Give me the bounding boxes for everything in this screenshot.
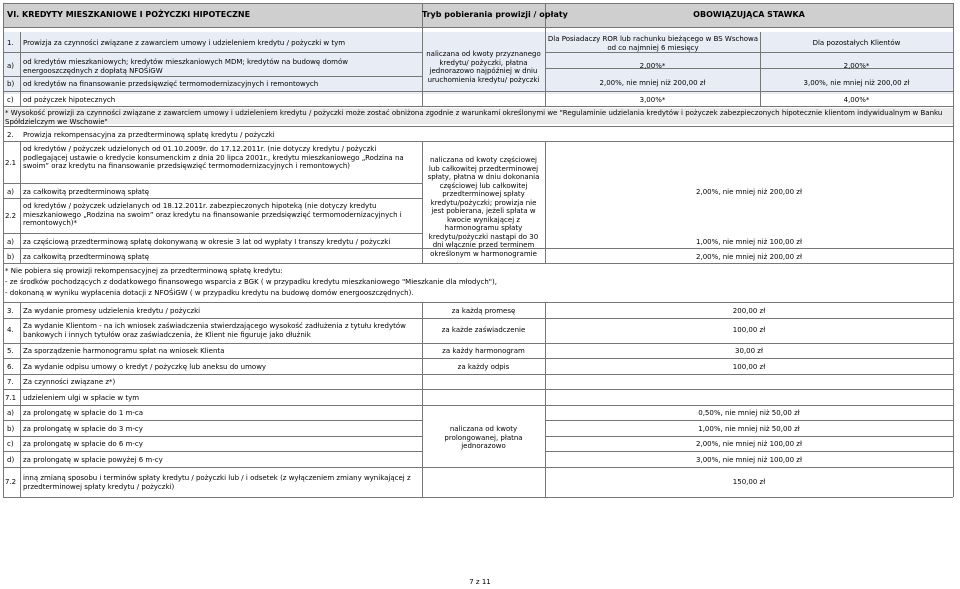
section1-b-ror-rate: 2,00%, nie mniej niż 200,00 zł (599, 79, 706, 87)
table-title: VI. KREDYTY MIESZKANIOWE I POŻYCZKI HIPOTECZNE (7, 10, 251, 19)
section7-item-label: d) (7, 456, 15, 464)
section1-c-ror-rate: 3,00%* (639, 96, 666, 104)
section7-item-text: za prolongatę w spłacie do 1 m-ca (23, 409, 144, 417)
section7-item-rate: 1,00%, nie mniej niż 50,00 zł (698, 425, 800, 433)
section4-mode: za każde zaświadczenie (441, 326, 526, 334)
other-clients-column-header: Dla pozostałych Klientów (812, 39, 901, 47)
section1-c-label: c) (7, 96, 14, 104)
section2-1-a-label: a) (7, 188, 15, 196)
section7-number: 7. (7, 378, 14, 386)
section5-text: Za sporządzenie harmonogramu spłat na wniosek Klienta (23, 347, 225, 355)
section3-text: Za wydanie promesy udzielenia kredytu / pożyczki (23, 307, 201, 315)
section2-1-a-text: za całkowitą przedterminową spłatę (23, 188, 150, 196)
section3-rate: 200,00 zł (732, 307, 766, 315)
section6-text: Za wydanie odpisu umowy o kredyt / pożyczkę lub aneksu do umowy (23, 363, 267, 371)
section5-mode: za każdy harmonogram (442, 347, 525, 355)
section7-item-rate: 0,50%, nie mniej niż 50,00 zł (698, 409, 800, 417)
section7-2-text: inną zmianą sposobu i terminów spłaty kredytu / pożyczki lub / i odsetek (z wyłączeniem zmiany wynikającej z przedterminowej spłaty kredytu / pożyczki) (23, 474, 411, 491)
section2-footnote-line2: - ze środków pochodzących z dodatkowego finansowego wsparcia z BGK ( w przypadku kredytu mieszkaniowego "Mieszkanie dla młodych"), (5, 278, 497, 286)
section2-mode: naliczana od kwoty częściowej lub całkowitej przedterminowej spłaty, płatna w dniu dokonania częściowej lub całkowitej przedterminowej spłaty kredytu/pożyczki; prowizja nie jest pobierana, jeżeli spłata w kwocie wynikającej z harmonogramu spłaty kredytu/pożyczki nastąpi do 30 dni włącznie przed terminem określonym w harmonogramie (427, 156, 540, 258)
section7-item-rate: 2,00%, nie mniej niż 100,00 zł (696, 440, 802, 448)
section2-2-text: od kredytów / pożyczek udzielanych od 18.12.2011r. zabezpieczonych hipoteką (nie dotyczy kredytu mieszkaniowego „Rodzina na swoim” oraz kredytu na finansowanie przedsięwzięć termomodernizacyjnych i remontowych)* (23, 202, 402, 227)
section1-b-text: od kredytów na finansowanie przedsięwzięć termomodernizacyjnych i remontowych (23, 80, 319, 88)
section2-footnote-line1: * Nie pobiera się prowizji rekompensacyjnej za przedterminową spłatę kredytu: (5, 267, 283, 275)
mode-column-header: Tryb pobierania prowizji / opłaty (422, 10, 568, 19)
section1-a-other-rate: 2,00%* (843, 62, 870, 70)
section1-b-label: b) (7, 80, 15, 88)
section1-mode: naliczana od kwoty przyznanego kredytu/ pożyczki, płatna jednorazowo najpóźniej w dniu uruchomienia kredytu/ pożyczki (426, 50, 541, 84)
section7-2-number: 7.2 (5, 478, 17, 486)
section7-1-text: udzieleniem ulgi w spłacie w tym (23, 394, 140, 402)
section2-2-b-label: b) (7, 253, 15, 261)
section2-2-a-label: a) (7, 238, 15, 246)
section7-item-rate: 3,00%, nie mniej niż 100,00 zł (696, 456, 802, 464)
section6-rate: 100,00 zł (732, 363, 766, 371)
section5-number: 5. (7, 347, 14, 355)
section4-rate: 100,00 zł (732, 326, 766, 334)
section1-c-text: od pożyczek hipotecznych (23, 96, 116, 104)
section7-item-text: za prolongatę w spłacie do 6 m-cy (23, 440, 143, 448)
section7-title: Za czynności związane z*) (23, 378, 116, 386)
section6-number: 6. (7, 363, 14, 371)
section6-mode: za każdy odpis (457, 363, 510, 371)
section2-2-b-rate: 2,00%, nie mniej niż 200,00 zł (696, 253, 802, 261)
section2-2-a-rate: 1,00%, nie mniej niż 100,00 zł (696, 238, 802, 246)
section2-1-number: 2.1 (5, 159, 17, 167)
section2-1-text: od kredytów / pożyczek udzielonych od 01.10.2009r. do 17.12.2011r. (nie dotyczy kredytu / pożyczki podlegającej ustawie o kredycie konsumenckim z dnia 20 lipca 2001r., kredytu mieszkaniowego „Rodzina na swoim” oraz kredytu na finansowanie przedsięwzięć termomodernizacyjnych i remontowych) (23, 145, 404, 170)
section1-b-other-rate: 3,00%, nie mniej niż 200,00 zł (803, 79, 910, 87)
section7-item-label: b) (7, 425, 15, 433)
section4-text: Za wydanie Klientom - na ich wniosek zaświadczenia stwierdzającego wysokość zadłużenia z tytułu kredytów bankowych i innych tytułów oraz zaświadczenia, że Klient nie figuruje jako dłużnik (23, 322, 406, 339)
section7-1-number: 7.1 (5, 394, 17, 402)
section2-number: 2. (7, 131, 14, 139)
section1-title: Prowizja za czynności związane z zawarciem umowy i udzieleniem kredytu / pożyczki w tym (23, 39, 346, 47)
section1-footnote: * Wysokość prowizji za czynności związane z zawarciem umowy i udzieleniem kredytu / pożyczki może zostać obniżona zgodnie z warunkami określonymi we "Regulaminie udzielania kredytów i pożyczek zabezpieczonych hipotecznie klientom indywidualnym w Banku Spółdzielczym we Wschowie" (5, 109, 943, 126)
section2-title: Prowizja rekompensacyjna za przedterminową spłatę kredytu / pożyczki (23, 131, 275, 139)
section1-a-text: od kredytów mieszkaniowych; kredytów mieszkaniowych MDM; kredytów na budowę domów energooszczędnych z dopłatą NFOŚiGW (23, 58, 348, 75)
section7-item-label: c) (7, 440, 14, 448)
section7-item-label: a) (7, 409, 15, 417)
section7-mode: naliczana od kwoty prolongowanej, płatna jednorazowo (444, 425, 523, 450)
section3-mode: za każdą promesę (451, 307, 516, 315)
section1-a-ror-rate: 2,00%* (639, 62, 666, 70)
section2-1-a-rate: 2,00%, nie mniej niż 200,00 zł (696, 188, 802, 196)
section7-item-text: za prolongatę w spłacie powyżej 6 m-cy (23, 456, 163, 464)
section5-rate: 30,00 zł (735, 347, 763, 355)
section1-a-label: a) (7, 62, 15, 70)
section7-2-rate: 150,00 zł (732, 478, 766, 486)
section4-number: 4. (7, 326, 14, 334)
section1-number: 1. (7, 39, 14, 47)
section1-c-other-rate: 4,00%* (843, 96, 870, 104)
section2-footnote-line3: - dokonaną w wyniku wypłacenia dotacji z NFOŚiGW ( w przypadku kredytu na budowę domów energooszczędnych). (5, 289, 414, 297)
section3-number: 3. (7, 307, 14, 315)
page-number: 7 z 11 (469, 578, 491, 586)
ror-column-header: Dla Posiadaczy ROR lub rachunku bieżącego w BS Wschowa od co najmniej 6 miesięcy (547, 35, 759, 52)
section2-2-b-text: za całkowitą przedterminową spłatę (23, 253, 150, 261)
section7-item-text: za prolongatę w spłacie do 3 m-cy (23, 425, 143, 433)
section2-2-a-text: za częściową przedterminową spłatę dokonywaną w okresie 3 lat od wypłaty I transzy kredytu / pożyczki (23, 238, 391, 246)
section2-2-number: 2.2 (5, 212, 17, 220)
rate-column-header: OBOWIĄZUJĄCA STAWKA (693, 10, 805, 19)
